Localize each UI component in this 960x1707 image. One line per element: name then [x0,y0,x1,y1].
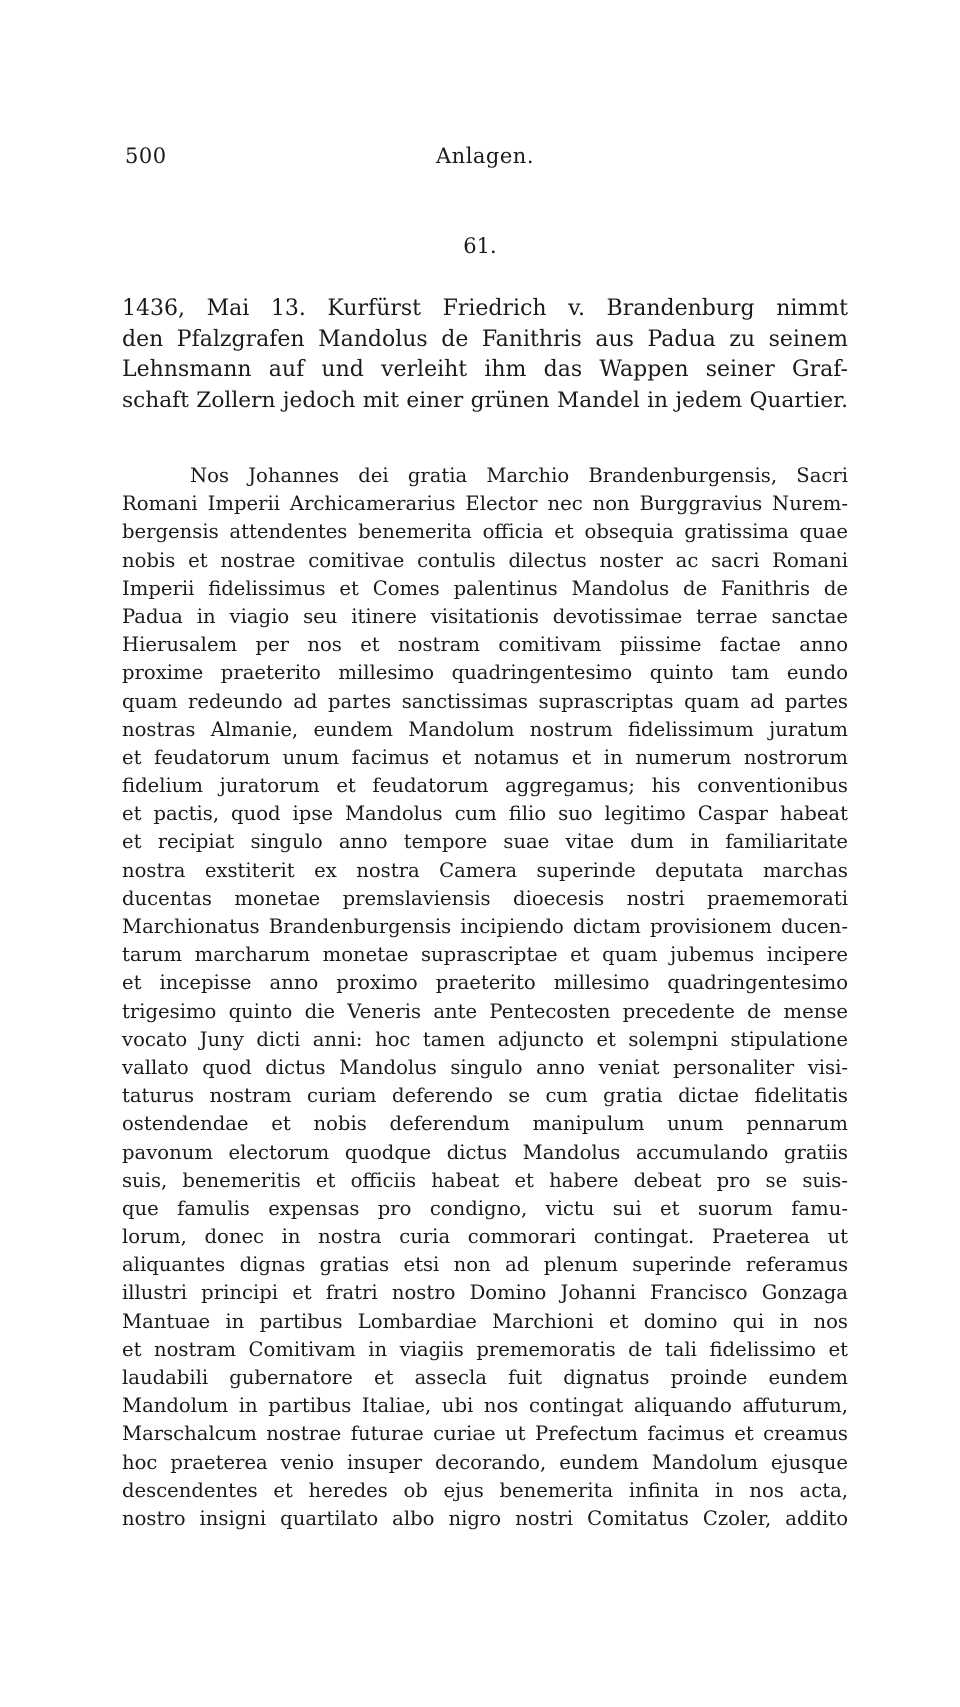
charter-text [122,462,848,1533]
body-line: descendentes et heredes ob ejus benemerita infinita in nos acta, [122,1478,848,1502]
running-title: Anlagen. [436,144,534,168]
body-line: vallato quod dictus Mandolus singulo anno veniat personaliter visi- [122,1055,848,1079]
regest-line: 1436, Mai 13. Kurfürst Friedrich v. Brandenburg nimmt [122,296,848,321]
body-line: Marschalcum nostrae futurae curiae ut Prefectum facimus et creamus [122,1422,848,1446]
body-line: Marchionatus Brandenburgensis incipiendo dictam provisionem ducen- [122,915,848,938]
body-line: lorum, donec in nostra curia commorari contingat. Praeterea ut [122,1225,848,1249]
body-line: et incepisse anno proximo praeterito millesimo quadringentesimo [122,971,848,995]
body-line: taturus nostram curiam deferendo se cum gratia dictae fidelitatis [122,1084,848,1108]
document-number: 61. [463,234,497,258]
body-line: Mantuae in partibus Lombardiae Marchioni et domino qui in nos [122,1309,848,1333]
body-line: et feudatorum unum facimus et notamus et in numerum nostrorum [122,745,848,769]
body-line: aliquantes dignas gratias etsi non ad plenum superinde referamus [122,1253,848,1277]
body-line: ducentas monetae premslaviensis dioecesis nostri praememorati [122,886,848,910]
body-line: laudabili gubernatore et assecla fuit dignatus proinde eundem [122,1366,848,1389]
body-line: trigesimo quinto die Veneris ante Pentecosten precedente de mense [122,999,848,1023]
body-line: Nos Johannes dei gratia Marchio Brandenburgensis, Sacri [190,464,848,487]
body-line: vocato Juny dicti anni: hoc tamen adjuncto et solempni stipulatione [122,1027,848,1051]
body-line: nostro insigni quartilato albo nigro nostri Comitatus Czoler, addito [122,1506,848,1530]
body-line: ostendendae et nobis deferendum manipulum unum pennarum [122,1112,848,1136]
body-line: fidelium juratorum et feudatorum aggregamus; his conventionibus [122,774,848,798]
body-line: et pactis, quod ipse Mandolus cum filio suo legitimo Caspar habeat [122,802,848,826]
body-line: hoc praeterea venio insuper decorando, eundem Mandolum ejusque [122,1450,848,1474]
body-line: Padua in viagio seu itinere visitationis devotissimae terrae sanctae [122,604,848,628]
body-line: proxime praeterito millesimo quadringentesimo quinto tam eundo [122,661,848,685]
body-line: Romani Imperii Archicamerarius Elector nec non Burggravius Nurem- [122,492,848,516]
regest-line: den Pfalzgrafen Mandolus de Fanithris aus Padua zu seinem [122,326,848,352]
body-line: quam redeundo ad partes sanctissimas suprascriptas quam ad partes [122,689,848,713]
body-line: nostras Almanie, eundem Mandolum nostrum fidelissimum juratum [122,717,848,741]
body-line: Hierusalem per nos et nostram comitivam piissime factae anno [122,633,848,657]
body-line: nostra exstiterit ex nostra Camera superinde deputata marchas [122,858,848,882]
body-line: suis, benemeritis et officiis habeat et habere debeat pro se suis- [122,1168,848,1192]
body-line: que famulis expensas pro condigno, victu sui et suorum famu- [122,1196,848,1220]
body-line: bergensis attendentes benemerita officia et obsequia gratissima quae [122,520,848,544]
body-line: pavonum electorum quodque dictus Mandolus accumulando gratiis [122,1140,848,1164]
body-line: et recipiat singulo anno tempore suae vitae dum in familiaritate [122,830,848,854]
body-line: illustri principi et fratri nostro Domino Johanni Francisco Gonzaga [122,1281,848,1305]
page-header [125,144,845,174]
body-line: Mandolum in partibus Italiae, ubi nos contingat aliquando affuturum, [122,1394,848,1418]
regest-summary [122,294,848,416]
body-line: et nostram Comitivam in viagiis prememoratis de tali fidelissimo et [122,1337,848,1361]
regest-line: Lehnsmann auf und verleiht ihm das Wappen seiner Graf- [122,357,848,382]
body-line: Imperii fidelissimus et Comes palentinus Mandolus de Fanithris de [122,576,848,600]
body-line: nobis et nostrae comitivae contulis dilectus noster ac sacri Romani [122,548,848,572]
page-number: 500 [125,144,167,168]
body-line: tarum marcharum monetae suprascriptae et quam jubemus incipere [122,943,848,967]
regest-line: schaft Zollern jedoch mit einer grünen Mandel in jedem Quartier. [122,387,848,413]
